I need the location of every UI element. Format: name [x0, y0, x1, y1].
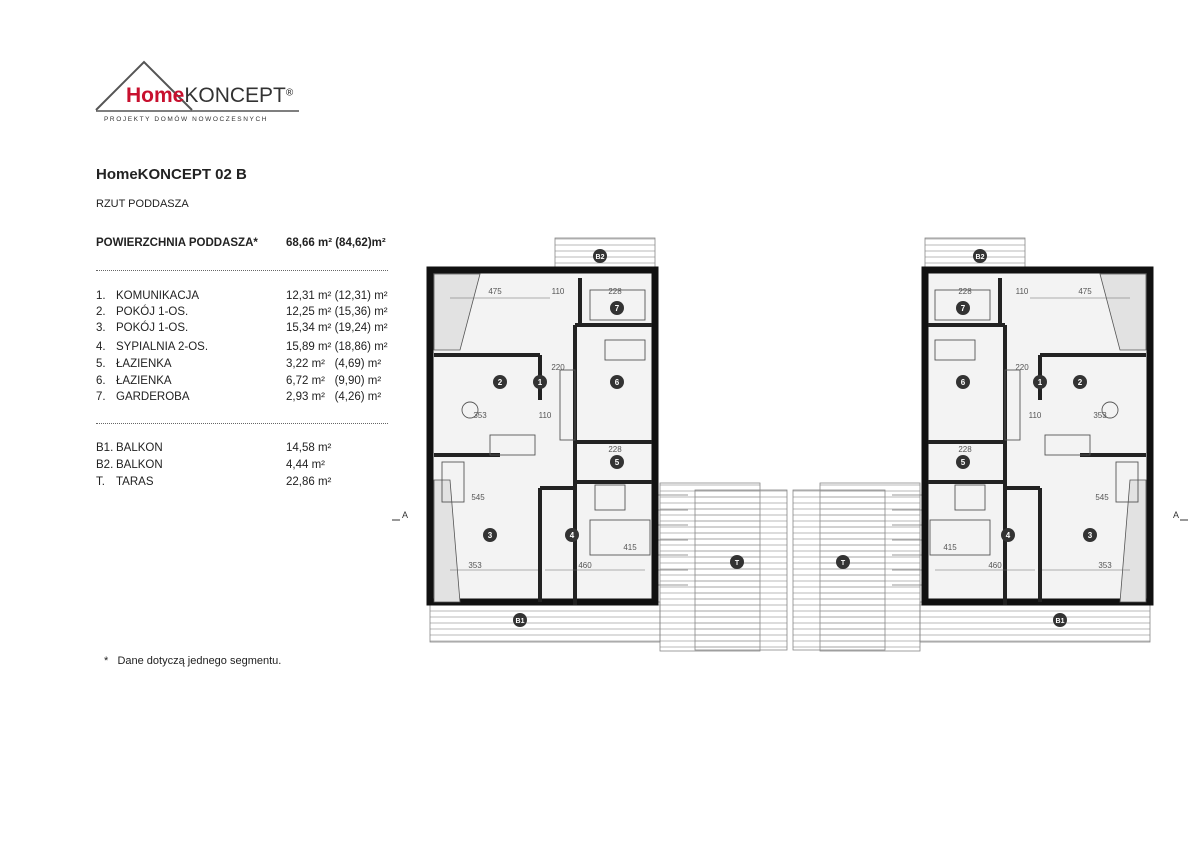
separator: [96, 423, 388, 424]
area-summary-row: [96, 237, 388, 253]
room-marker-2: 2: [497, 378, 503, 387]
area-summary-value: 68,66 m² (84,62)m²: [286, 237, 386, 249]
svg-text:475: 475: [1078, 287, 1092, 296]
room-marker-5: 5: [614, 458, 620, 467]
left-segment: [392, 238, 787, 651]
dimension-label: 545: [471, 493, 485, 502]
svg-text:415: 415: [943, 543, 957, 552]
area-summary-asterisk: *: [253, 237, 258, 249]
svg-text:228: 228: [958, 445, 972, 454]
room-marker-4: 4: [569, 531, 575, 540]
room-row: 2. POKÓJ 1-OS. 12,25 m² (15,36) m²: [96, 306, 388, 318]
room-marker-6: 6: [614, 378, 620, 387]
dimension-label: 415: [623, 543, 637, 552]
dimension-label: 475: [488, 287, 502, 296]
dimension-label: 228: [608, 287, 622, 296]
svg-text:7: 7: [960, 304, 966, 313]
svg-text:110: 110: [1015, 287, 1029, 296]
svg-text:2: 2: [1077, 378, 1083, 387]
svg-text:B2: B2: [975, 254, 985, 261]
svg-text:A: A: [1173, 510, 1180, 520]
page-subtitle: RZUT PODDASZA: [96, 198, 189, 210]
svg-text:353: 353: [1098, 561, 1112, 570]
dimension-label: 110: [538, 411, 552, 420]
dimension-label: 228: [608, 445, 622, 454]
room-marker-7: 7: [614, 304, 620, 313]
logo-home-text: Home: [126, 84, 185, 107]
dimension-label: 110: [551, 287, 565, 296]
svg-text:228: 228: [958, 287, 972, 296]
area-summary-label: POWIERZCHNIA PODDASZA*: [96, 237, 258, 249]
room-row: 4. SYPIALNIA 2-OS. 15,89 m² (18,86) m²: [96, 341, 388, 353]
outdoor-row: B1. BALKON 14,58 m²: [96, 442, 332, 454]
company-logo: [94, 58, 314, 128]
room-row: 6. ŁAZIENKA 6,72 m² (9,90) m²: [96, 375, 382, 387]
svg-text:T: T: [840, 560, 846, 567]
room-row: 5. ŁAZIENKA 3,22 m² (4,69) m²: [96, 358, 382, 370]
svg-text:6: 6: [960, 378, 966, 387]
dimension-label: 220: [551, 363, 565, 372]
svg-text:220: 220: [1015, 363, 1029, 372]
svg-text:353: 353: [1093, 411, 1107, 420]
separator: [96, 270, 388, 271]
footnote: * Dane dotyczą jednego segmentu.: [104, 655, 282, 667]
section-marker-a: A: [402, 510, 409, 520]
svg-text:460: 460: [988, 561, 1002, 570]
room-marker-3: 3: [487, 531, 493, 540]
page-title: HomeKONCEPT 02 B: [96, 166, 247, 183]
logo-tagline: PROJEKTY DOMÓW NOWOCZESNYCH: [104, 116, 269, 123]
svg-text:545: 545: [1095, 493, 1109, 502]
outdoor-row: B2. BALKON 4,44 m²: [96, 459, 325, 471]
room-row: 3. POKÓJ 1-OS. 15,34 m² (19,24) m²: [96, 322, 388, 334]
floor-plan-drawing: [390, 230, 1190, 660]
svg-text:1: 1: [1037, 378, 1043, 387]
room-row: 7. GARDEROBA 2,93 m² (4,26) m²: [96, 391, 382, 403]
logo-wordmark: [126, 84, 293, 108]
svg-text:3: 3: [1087, 531, 1093, 540]
room-row: 1. KOMUNIKACJA 12,31 m² (12,31) m²: [96, 290, 388, 302]
svg-text:4: 4: [1005, 531, 1011, 540]
dimension-label: 353: [473, 411, 487, 420]
balcony-marker-b1: B1: [515, 618, 525, 625]
svg-text:B1: B1: [1055, 618, 1065, 625]
room-marker-1: 1: [537, 378, 543, 387]
svg-text:110: 110: [1028, 411, 1042, 420]
dimension-label: 353: [468, 561, 482, 570]
outdoor-row: T. TARAS 22,86 m²: [96, 476, 332, 488]
svg-text:5: 5: [960, 458, 966, 467]
balcony-marker-b2: B2: [595, 254, 605, 261]
registered-mark: ®: [285, 87, 294, 99]
logo-koncept-text: KONCEPT: [184, 84, 286, 107]
terrace-marker: T: [734, 560, 740, 567]
dimension-label: 460: [578, 561, 592, 570]
